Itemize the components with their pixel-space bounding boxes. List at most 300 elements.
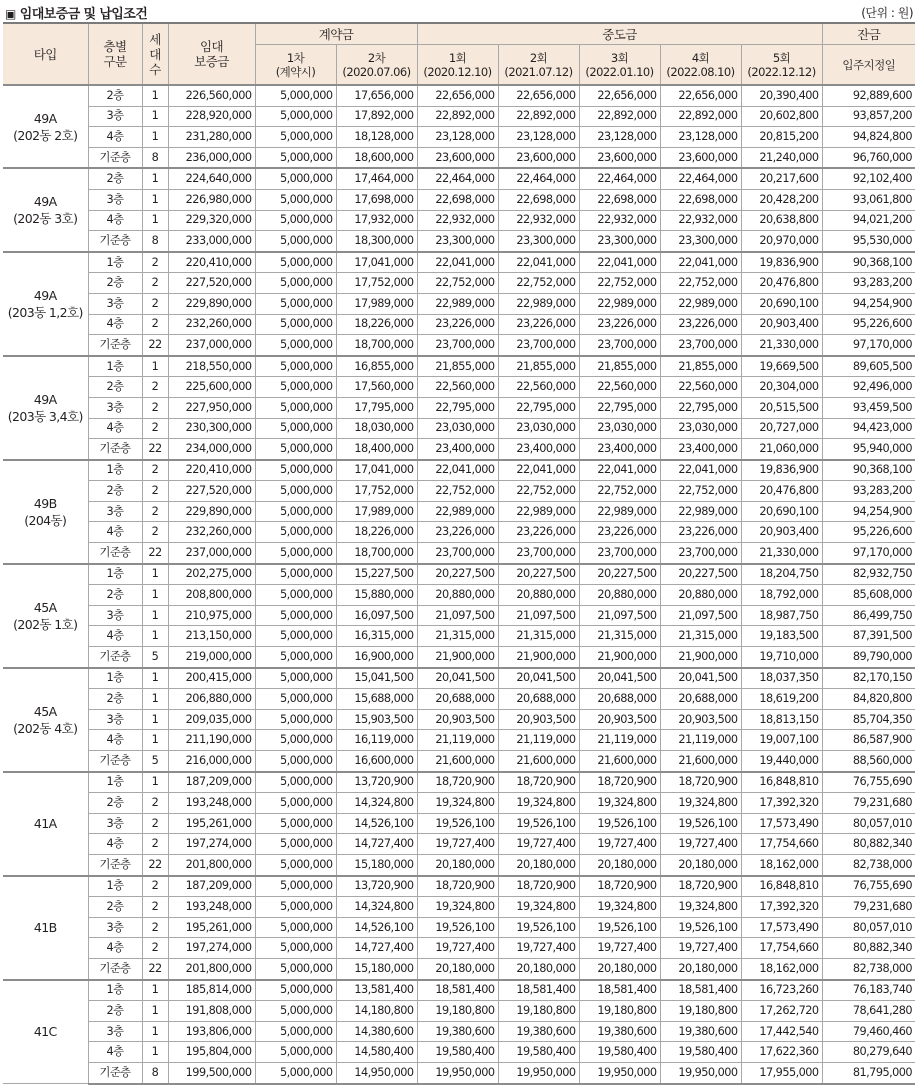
units-cell: 22 [142,335,168,356]
units-cell: 22 [142,854,168,875]
contract-2-cell: 14,380,600 [336,1021,417,1042]
contract-1-cell: 5,000,000 [255,647,336,668]
table-row [3,210,915,231]
table-row [3,293,915,314]
middle-4-cell: 20,227,500 [660,564,741,585]
middle-4-cell: 22,698,000 [660,189,741,210]
type-cell: 41C [3,980,88,1084]
middle-4-cell: 22,560,000 [660,377,741,398]
middle-3-cell: 19,180,800 [579,1001,660,1022]
units-cell: 1 [142,585,168,606]
floor-cell: 기준층 [88,751,142,772]
balance-cell: 92,889,600 [822,85,915,106]
balance-cell: 76,755,690 [822,772,915,793]
contract-2-cell: 17,989,000 [336,293,417,314]
header-contract-2-text: 2차 (2020.07.06) [342,50,411,79]
contract-2-cell: 14,526,100 [336,917,417,938]
contract-1-cell: 5,000,000 [255,751,336,772]
units-cell: 2 [142,897,168,918]
contract-2-cell: 15,041,500 [336,668,417,689]
deposit-cell: 197,274,000 [168,938,255,959]
middle-1-cell: 23,226,000 [417,314,498,335]
floor-cell: 2층 [88,481,142,502]
units-cell: 8 [142,231,168,252]
balance-cell: 76,183,740 [822,980,915,1001]
balance-cell: 95,530,000 [822,231,915,252]
contract-2-cell: 17,560,000 [336,377,417,398]
middle-5-cell: 20,217,600 [741,168,822,189]
floor-cell: 1층 [88,460,142,481]
units-cell: 1 [142,689,168,710]
table-row [3,834,915,855]
header-balance-sub: 입주지정일 [822,45,915,86]
contract-2-cell: 18,226,000 [336,314,417,335]
balance-cell: 82,738,000 [822,854,915,875]
deposit-cell: 193,248,000 [168,897,255,918]
table-row [3,314,915,335]
table-row [3,231,915,252]
middle-4-cell: 22,989,000 [660,293,741,314]
contract-1-cell: 5,000,000 [255,252,336,273]
middle-2-cell: 22,892,000 [498,106,579,127]
contract-1-cell: 5,000,000 [255,709,336,730]
middle-2-cell: 22,041,000 [498,252,579,273]
unit-label: (단위 : 원) [861,6,913,20]
balance-cell: 85,704,350 [822,709,915,730]
balance-cell: 93,459,500 [822,397,915,418]
middle-3-cell: 22,752,000 [579,273,660,294]
middle-1-cell: 21,855,000 [417,356,498,377]
middle-2-cell: 20,180,000 [498,854,579,875]
contract-2-cell: 14,950,000 [336,1062,417,1083]
balance-cell: 79,231,680 [822,793,915,814]
deposit-cell: 229,890,000 [168,501,255,522]
middle-2-cell: 21,855,000 [498,356,579,377]
balance-cell: 93,283,200 [822,481,915,502]
floor-cell: 1층 [88,876,142,897]
middle-2-cell: 21,119,000 [498,730,579,751]
middle-4-cell: 19,727,400 [660,938,741,959]
table-row [3,460,915,481]
contract-2-cell: 17,656,000 [336,85,417,106]
middle-1-cell: 21,097,500 [417,605,498,626]
middle-4-cell: 22,041,000 [660,460,741,481]
middle-2-cell: 22,989,000 [498,501,579,522]
middle-2-cell: 19,950,000 [498,1062,579,1083]
middle-3-cell: 23,600,000 [579,147,660,168]
balance-cell: 86,587,900 [822,730,915,751]
deposit-cell: 211,190,000 [168,730,255,751]
table-row [3,917,915,938]
middle-5-cell: 18,813,150 [741,709,822,730]
table-row [3,397,915,418]
header-deposit-text: 임대 보증금 [194,39,229,69]
table-title-bar [3,0,915,22]
middle-5-cell: 19,836,900 [741,460,822,481]
units-cell: 2 [142,813,168,834]
middle-4-cell: 23,128,000 [660,127,741,148]
middle-5-cell: 18,619,200 [741,689,822,710]
deposit-cell: 232,260,000 [168,522,255,543]
middle-5-cell: 17,622,360 [741,1042,822,1063]
deposit-cell: 236,000,000 [168,147,255,168]
header-middle-4 [660,45,741,86]
table-row [3,668,915,689]
contract-2-cell: 17,464,000 [336,168,417,189]
contract-1-cell: 5,000,000 [255,917,336,938]
units-cell: 2 [142,314,168,335]
middle-1-cell: 19,950,000 [417,1062,498,1083]
contract-1-cell: 5,000,000 [255,314,336,335]
floor-cell: 1층 [88,980,142,1001]
deposit-cell: 213,150,000 [168,626,255,647]
units-cell: 22 [142,958,168,979]
floor-cell: 2층 [88,377,142,398]
units-cell: 2 [142,397,168,418]
deposit-cell: 227,520,000 [168,273,255,294]
contract-2-cell: 16,119,000 [336,730,417,751]
contract-1-cell: 5,000,000 [255,813,336,834]
middle-5-cell: 20,428,200 [741,189,822,210]
middle-1-cell: 22,752,000 [417,273,498,294]
deposit-cell: 226,980,000 [168,189,255,210]
middle-4-cell: 19,526,100 [660,813,741,834]
deposit-cell: 209,035,000 [168,709,255,730]
floor-cell: 4층 [88,210,142,231]
contract-1-cell: 5,000,000 [255,1021,336,1042]
balance-cell: 88,560,000 [822,751,915,772]
contract-2-cell: 17,892,000 [336,106,417,127]
middle-2-cell: 23,030,000 [498,418,579,439]
contract-1-cell: 5,000,000 [255,522,336,543]
middle-2-cell: 23,300,000 [498,231,579,252]
middle-5-cell: 20,815,200 [741,127,822,148]
middle-4-cell: 22,989,000 [660,501,741,522]
header-middle-5 [741,45,822,86]
middle-1-cell: 22,989,000 [417,293,498,314]
deposit-cell: 219,000,000 [168,647,255,668]
middle-3-cell: 21,600,000 [579,751,660,772]
middle-5-cell: 19,710,000 [741,647,822,668]
middle-5-cell: 16,723,260 [741,980,822,1001]
middle-1-cell: 23,700,000 [417,543,498,564]
middle-2-cell: 18,720,900 [498,876,579,897]
middle-3-cell: 20,880,000 [579,585,660,606]
table-row [3,689,915,710]
table-row [3,980,915,1001]
table-row [3,252,915,273]
middle-4-cell: 22,656,000 [660,85,741,106]
contract-1-cell: 5,000,000 [255,1062,336,1083]
middle-2-cell: 20,180,000 [498,958,579,979]
contract-1-cell: 5,000,000 [255,356,336,377]
balance-cell: 93,857,200 [822,106,915,127]
middle-2-cell: 19,526,100 [498,917,579,938]
header-deposit [168,23,255,85]
middle-3-cell: 21,855,000 [579,356,660,377]
units-cell: 2 [142,293,168,314]
type-cell: 45A (202동 4호) [3,668,88,772]
balance-cell: 97,170,000 [822,543,915,564]
units-cell: 1 [142,85,168,106]
middle-1-cell: 20,180,000 [417,854,498,875]
table-row [3,439,915,460]
table-row [3,813,915,834]
middle-2-cell: 20,880,000 [498,585,579,606]
middle-3-cell: 20,041,500 [579,668,660,689]
table-header [3,23,915,85]
middle-1-cell: 20,041,500 [417,668,498,689]
middle-1-cell: 21,315,000 [417,626,498,647]
table-row [3,418,915,439]
table-row [3,189,915,210]
balance-cell: 94,254,900 [822,501,915,522]
middle-5-cell: 17,573,490 [741,813,822,834]
middle-1-cell: 22,932,000 [417,210,498,231]
floor-cell: 4층 [88,730,142,751]
table-row [3,522,915,543]
units-cell: 2 [142,522,168,543]
middle-3-cell: 21,119,000 [579,730,660,751]
table-row [3,897,915,918]
middle-4-cell: 18,581,400 [660,980,741,1001]
floor-cell: 1층 [88,356,142,377]
middle-2-cell: 21,900,000 [498,647,579,668]
middle-2-cell: 19,526,100 [498,813,579,834]
deposit-cell: 233,000,000 [168,231,255,252]
contract-1-cell: 5,000,000 [255,397,336,418]
balance-cell: 93,061,800 [822,189,915,210]
deposit-cell: 229,890,000 [168,293,255,314]
floor-cell: 4층 [88,834,142,855]
contract-2-cell: 15,180,000 [336,958,417,979]
units-cell: 1 [142,210,168,231]
middle-5-cell: 19,669,500 [741,356,822,377]
floor-cell: 4층 [88,314,142,335]
balance-cell: 85,608,000 [822,585,915,606]
units-cell: 2 [142,273,168,294]
middle-5-cell: 18,792,000 [741,585,822,606]
header-type: 타입 [3,23,88,85]
middle-2-cell: 23,226,000 [498,314,579,335]
table-row [3,854,915,875]
header-contract: 계약금 [255,23,417,45]
middle-4-cell: 22,932,000 [660,210,741,231]
contract-1-cell: 5,000,000 [255,689,336,710]
contract-1-cell: 5,000,000 [255,210,336,231]
middle-1-cell: 19,526,100 [417,917,498,938]
balance-cell: 95,226,600 [822,522,915,543]
contract-2-cell: 15,688,000 [336,689,417,710]
middle-4-cell: 22,752,000 [660,273,741,294]
balance-cell: 79,460,460 [822,1021,915,1042]
middle-3-cell: 23,226,000 [579,522,660,543]
contract-1-cell: 5,000,000 [255,980,336,1001]
deposit-cell: 200,415,000 [168,668,255,689]
balance-cell: 82,738,000 [822,958,915,979]
middle-3-cell: 22,989,000 [579,293,660,314]
units-cell: 1 [142,980,168,1001]
header-contract-1 [255,45,336,86]
deposit-cell: 231,280,000 [168,127,255,148]
units-cell: 1 [142,189,168,210]
middle-2-cell: 19,727,400 [498,938,579,959]
contract-2-cell: 15,180,000 [336,854,417,875]
balance-cell: 82,932,750 [822,564,915,585]
deposit-cell: 232,260,000 [168,314,255,335]
balance-cell: 93,283,200 [822,273,915,294]
units-cell: 1 [142,668,168,689]
middle-3-cell: 19,526,100 [579,917,660,938]
balance-cell: 90,368,100 [822,252,915,273]
table-row [3,543,915,564]
units-cell: 1 [142,356,168,377]
middle-3-cell: 19,950,000 [579,1062,660,1083]
floor-cell: 2층 [88,689,142,710]
contract-2-cell: 17,041,000 [336,460,417,481]
middle-3-cell: 22,892,000 [579,106,660,127]
middle-5-cell: 21,330,000 [741,543,822,564]
middle-3-cell: 22,041,000 [579,252,660,273]
middle-3-cell: 23,226,000 [579,314,660,335]
middle-4-cell: 19,324,800 [660,897,741,918]
middle-2-cell: 21,600,000 [498,751,579,772]
middle-1-cell: 22,464,000 [417,168,498,189]
units-cell: 2 [142,460,168,481]
deposit-cell: 208,800,000 [168,585,255,606]
balance-cell: 92,102,400 [822,168,915,189]
contract-1-cell: 5,000,000 [255,897,336,918]
header-middle: 중도금 [417,23,822,45]
middle-1-cell: 22,989,000 [417,501,498,522]
middle-1-cell: 23,400,000 [417,439,498,460]
middle-5-cell: 20,690,100 [741,501,822,522]
floor-cell: 기준층 [88,543,142,564]
middle-1-cell: 23,226,000 [417,522,498,543]
type-cell: 41B [3,876,88,980]
balance-cell: 95,940,000 [822,439,915,460]
floor-cell: 1층 [88,668,142,689]
balance-cell: 86,499,750 [822,605,915,626]
table-row [3,958,915,979]
balance-cell: 96,760,000 [822,147,915,168]
floor-cell: 기준층 [88,854,142,875]
table-row [3,377,915,398]
middle-2-cell: 21,097,500 [498,605,579,626]
contract-1-cell: 5,000,000 [255,106,336,127]
contract-1-cell: 5,000,000 [255,793,336,814]
floor-cell: 기준층 [88,647,142,668]
floor-cell: 2층 [88,85,142,106]
balance-cell: 89,605,500 [822,356,915,377]
middle-1-cell: 20,688,000 [417,689,498,710]
header-middle-3 [579,45,660,86]
middle-5-cell: 18,204,750 [741,564,822,585]
deposit-cell: 226,560,000 [168,85,255,106]
contract-2-cell: 18,700,000 [336,543,417,564]
floor-cell: 기준층 [88,439,142,460]
balance-cell: 81,795,000 [822,1062,915,1083]
contract-2-cell: 15,880,000 [336,585,417,606]
middle-2-cell: 19,324,800 [498,793,579,814]
contract-2-cell: 17,989,000 [336,501,417,522]
balance-cell: 95,226,600 [822,314,915,335]
table-row [3,876,915,897]
contract-1-cell: 5,000,000 [255,854,336,875]
middle-5-cell: 17,754,660 [741,834,822,855]
header-middle-2 [498,45,579,86]
middle-5-cell: 19,440,000 [741,751,822,772]
floor-cell: 4층 [88,938,142,959]
contract-2-cell: 16,600,000 [336,751,417,772]
middle-5-cell: 20,476,800 [741,273,822,294]
middle-3-cell: 23,400,000 [579,439,660,460]
deposit-cell: 202,275,000 [168,564,255,585]
floor-cell: 3층 [88,106,142,127]
contract-2-cell: 13,720,900 [336,772,417,793]
middle-2-cell: 23,700,000 [498,543,579,564]
middle-3-cell: 22,795,000 [579,397,660,418]
balance-cell: 79,231,680 [822,897,915,918]
middle-1-cell: 20,227,500 [417,564,498,585]
middle-1-cell: 18,720,900 [417,772,498,793]
middle-3-cell: 18,720,900 [579,876,660,897]
floor-cell: 기준층 [88,147,142,168]
middle-5-cell: 20,304,000 [741,377,822,398]
floor-cell: 3층 [88,293,142,314]
middle-4-cell: 18,720,900 [660,876,741,897]
balance-cell: 94,254,900 [822,293,915,314]
middle-2-cell: 20,227,500 [498,564,579,585]
middle-3-cell: 18,581,400 [579,980,660,1001]
type-cell: 41A [3,772,88,876]
units-cell: 22 [142,543,168,564]
deposit-cell: 237,000,000 [168,543,255,564]
balance-cell: 80,882,340 [822,938,915,959]
units-cell: 2 [142,938,168,959]
middle-3-cell: 20,180,000 [579,958,660,979]
contract-2-cell: 15,227,500 [336,564,417,585]
middle-2-cell: 19,380,600 [498,1021,579,1042]
contract-1-cell: 5,000,000 [255,147,336,168]
deposit-cell: 201,800,000 [168,854,255,875]
middle-1-cell: 22,892,000 [417,106,498,127]
contract-2-cell: 16,315,000 [336,626,417,647]
floor-cell: 2층 [88,168,142,189]
table-row [3,793,915,814]
middle-3-cell: 23,128,000 [579,127,660,148]
square-bullet-icon: ▣ [5,7,16,21]
contract-1-cell: 5,000,000 [255,543,336,564]
balance-cell: 92,496,000 [822,377,915,398]
middle-3-cell: 20,903,500 [579,709,660,730]
floor-cell: 3층 [88,709,142,730]
units-cell: 1 [142,772,168,793]
middle-1-cell: 19,727,400 [417,834,498,855]
middle-4-cell: 23,400,000 [660,439,741,460]
balance-cell: 78,641,280 [822,1001,915,1022]
deposit-cell: 227,950,000 [168,397,255,418]
middle-1-cell: 19,526,100 [417,813,498,834]
deposit-cell: 201,800,000 [168,958,255,979]
contract-1-cell: 5,000,000 [255,772,336,793]
middle-3-cell: 23,030,000 [579,418,660,439]
middle-5-cell: 16,848,810 [741,876,822,897]
middle-4-cell: 23,226,000 [660,522,741,543]
header-contract-2 [336,45,417,86]
contract-2-cell: 17,932,000 [336,210,417,231]
header-contract-1-text: 1차 (계약시) [275,50,316,79]
